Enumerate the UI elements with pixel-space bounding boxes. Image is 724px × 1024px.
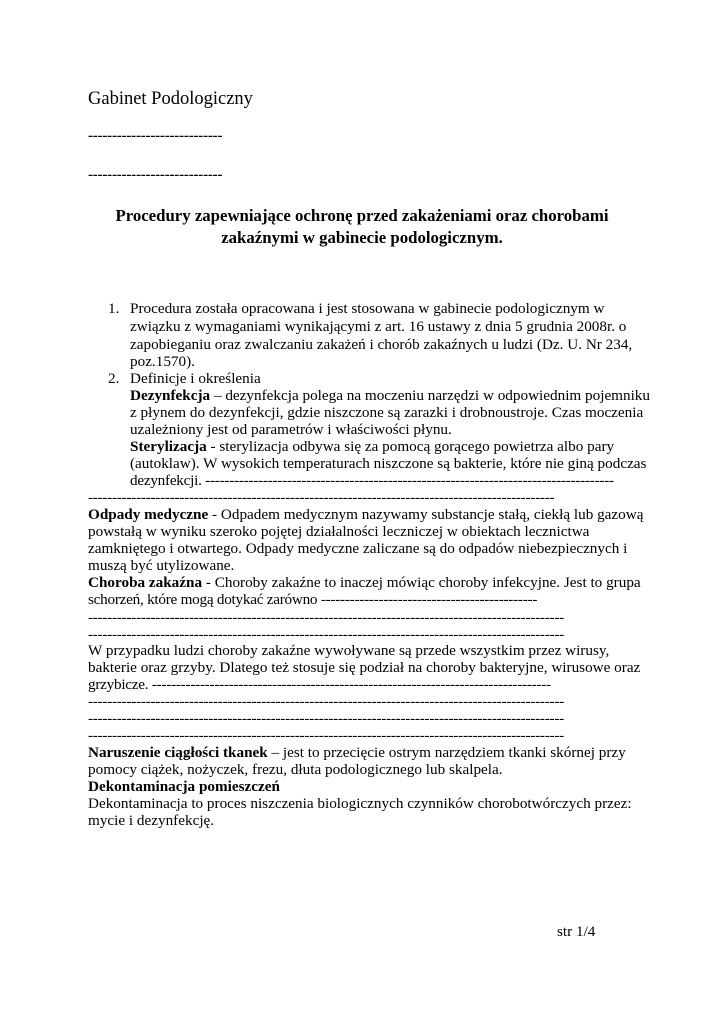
item-1-line: Procedura została opracowana i jest stosowana w gabinecie podologicznym w	[130, 300, 605, 317]
paragraph-line: mycie i dezynfekcję.	[88, 812, 215, 829]
term-dezynfekcja: Dezynfekcja	[130, 387, 211, 404]
document-title-line-1: Procedury zapewniające ochronę przed zakażeniami oraz chorobami	[115, 206, 609, 225]
dash-line: ---------------------------------------------------------------------------------------------------	[88, 727, 564, 744]
term-choroba-zakazna: Choroba zakaźna	[88, 574, 203, 591]
definition-line: schorzeń, które mogą dotykać zarówno ---------------------------------------------	[88, 591, 538, 608]
definition-line: muszą być utylizowane.	[88, 557, 235, 574]
definition-dezynfekcja	[130, 387, 650, 405]
paragraph-line: grzybicze. -----------------------------------------------------------------------------------	[88, 676, 551, 693]
blank-line-1: ----------------------------	[88, 128, 223, 144]
term-naruszenie: Naruszenie ciągłości tkanek	[88, 744, 268, 761]
page-number: str 1/4	[557, 923, 596, 940]
definition-text: - Choroby zakaźne to inaczej mówiąc choroby infekcyjne. Jest to grupa	[202, 574, 641, 591]
definition-line: zamkniętego i otwartego. Odpady medyczne zaliczane są do odpadów niebezpiecznych i	[88, 540, 628, 557]
definition-text: – dezynfekcja polega na moczeniu narzędzi w odpowiednim pojemniku	[210, 387, 650, 404]
item-1-line: poz.1570).	[130, 353, 195, 370]
item-1-line: związku z wymaganiami wynikającymi z art. 16 ustawy z dnia 5 grudnia 2008r. o	[130, 318, 627, 335]
term-sterylizacja: Sterylizacja	[130, 438, 207, 455]
clinic-name: Gabinet Podologiczny	[88, 89, 253, 109]
dash-line: ---------------------------------------------------------------------------------------------------	[88, 609, 564, 626]
definition-sterylizacja	[130, 438, 614, 456]
definition-line: pomocy ciążek, nożyczek, frezu, dłuta podologicznego lub skalpela.	[88, 761, 503, 778]
section-heading: Dekontaminacja pomieszczeń	[88, 778, 280, 795]
definition-text: - Odpadem medycznym nazywamy substancje stałą, ciekłą lub gazową	[208, 506, 644, 523]
definition-line: dezynfekcji. -------------------------------------------------------------------------------------	[130, 472, 614, 489]
item-1-line: zapobieganiu oraz zwalczaniu zakażeń i chorób zakaźnych u ludzi (Dz. U. Nr 234,	[130, 336, 633, 353]
item-2-heading: Definicje i określenia	[130, 370, 261, 387]
definition-line: z płynem do dezynfekcji, gdzie niszczone są zarazki i drobnoustroje. Czas moczenia	[130, 404, 644, 421]
definition-odpady	[88, 506, 643, 524]
definition-choroba	[88, 574, 641, 592]
document-title-line-2: zakaźnymi w gabinecie podologicznym.	[221, 228, 503, 247]
item-2-number: 2.	[108, 370, 120, 387]
blank-line-2: ----------------------------	[88, 167, 223, 183]
definition-line: (autoklaw). W wysokich temperaturach niszczone są bakterie, które nie giną podczas	[130, 455, 647, 472]
paragraph-line: bakterie oraz grzyby. Dlatego też stosuje się podział na choroby bakteryjne, wirusowe oraz	[88, 659, 641, 676]
paragraph-line: Dekontaminacja to proces niszczenia biologicznych czynników chorobotwórczych przez:	[88, 795, 632, 812]
item-1-number: 1.	[108, 300, 120, 317]
dash-line: ---------------------------------------------------------------------------------------------------	[88, 626, 564, 643]
dash-line: ---------------------------------------------------------------------------------------------------	[88, 693, 564, 710]
definition-text: – jest to przecięcie ostrym narzędziem tkanki skórnej przy	[267, 744, 626, 761]
definition-line: uzależniony jest od parametrów i właściwości płynu.	[130, 421, 452, 438]
term-odpady-medyczne: Odpady medyczne	[88, 506, 209, 523]
dash-line: -------------------------------------------------------------------------------------------------	[88, 489, 555, 506]
definition-text: - sterylizacja odbywa się za pomocą gorącego powietrza albo pary	[206, 438, 615, 455]
definition-line: powstałą w wyniku szeroko pojętej działalności leczniczej w obiektach lecznictwa	[88, 523, 590, 540]
paragraph-line: W przypadku ludzi choroby zakaźne wywoływane są przede wszystkim przez wirusy,	[88, 642, 610, 659]
definition-naruszenie	[88, 744, 626, 762]
dash-line: ---------------------------------------------------------------------------------------------------	[88, 710, 564, 727]
